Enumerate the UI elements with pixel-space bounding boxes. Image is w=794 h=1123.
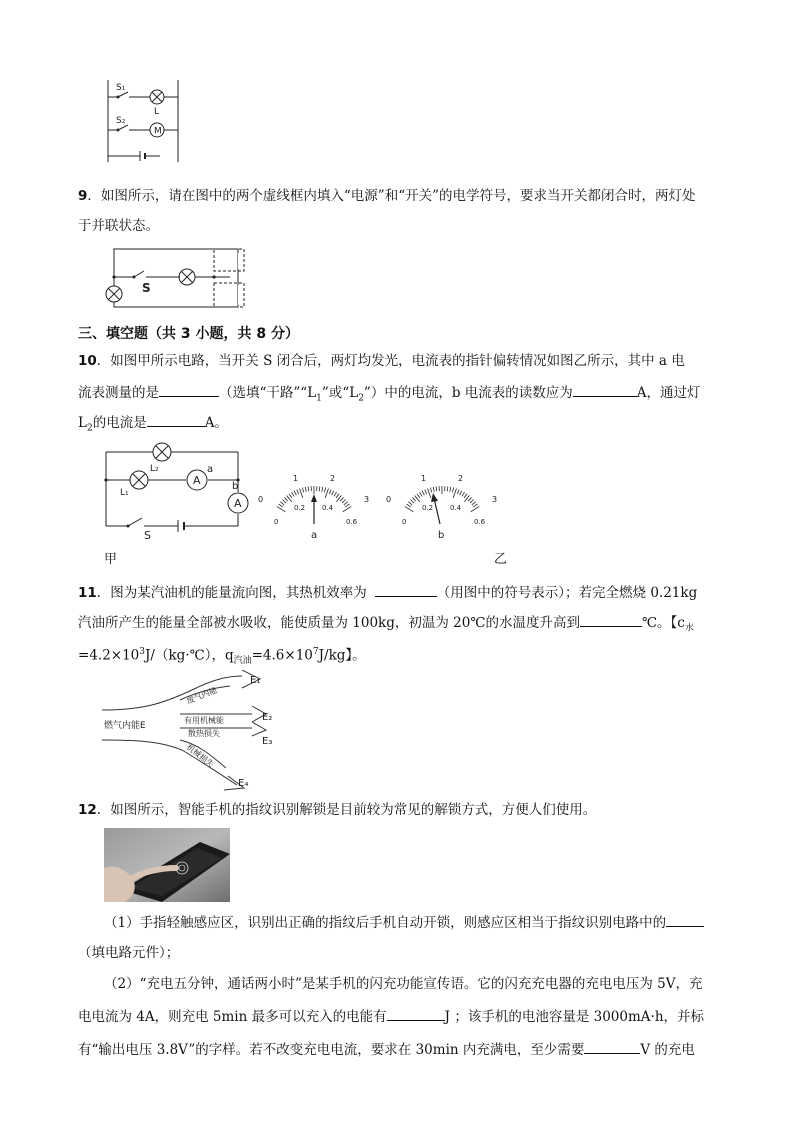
- q12-p2-text-c: J ；该手机的电池容量是 3000mA·h，并标: [444, 1009, 705, 1025]
- dial-tick-mark: [289, 494, 292, 498]
- q11-blank-2[interactable]: [580, 612, 642, 627]
- dial-tick-mark: [464, 494, 467, 498]
- q10-text-2g: A，通过灯: [636, 385, 701, 401]
- q11-number: 11: [78, 585, 97, 601]
- dial-tick-mark: [308, 486, 309, 491]
- q12-p2-text-d: 有“输出电压 3.8V”的字样。若不改变充电电流，要求在 30min 内充满电，至少需要: [78, 1042, 585, 1058]
- q10-switch-label: S: [144, 529, 151, 542]
- dial-tick-mark: [430, 488, 431, 493]
- q10-ammeter-dial-b: [384, 468, 500, 544]
- q12-blank-3[interactable]: [584, 1039, 640, 1054]
- q11-text-3a: =4.2×10: [78, 647, 140, 664]
- q12-part1-line-2: [78, 943, 179, 963]
- q11-text-2b: ℃。【c: [641, 615, 685, 631]
- q11-mech-label: 机械损失: [184, 742, 216, 770]
- dial-tick-mark: [457, 490, 459, 495]
- q10-text-3d: A。: [204, 415, 228, 431]
- dial-tick-mark: [284, 497, 287, 501]
- q11-text-1b: （用图中的符号表示）；若完全燃烧 0.21kg: [436, 585, 698, 601]
- dial-tick-mark: [282, 499, 286, 502]
- q12-part1-line-1: [104, 912, 704, 933]
- q12-fingerprint-phone-photo: [104, 828, 230, 902]
- dial-tick-mark: [280, 502, 284, 505]
- q10-pointer-b: [434, 498, 440, 524]
- q12-p2-text-a: （2）“充电五分钟，通话两小时”是某手机的闪充功能宣传语。它的闪充充电器的充电电压为 5V，充: [104, 976, 703, 992]
- dial-tick-mark: [433, 487, 434, 492]
- dial-b-tick-0: 0: [386, 495, 392, 504]
- q10-line-3: [78, 412, 228, 439]
- q11-energy-flow-diagram: [102, 670, 292, 794]
- dial-tick-mark: [425, 490, 427, 495]
- dial-tick-mark: [302, 488, 303, 493]
- dial-b-tick-b06: 0.6: [474, 518, 486, 526]
- dial-a-tick-02: 0.2: [294, 504, 306, 512]
- dial-b-label: b: [438, 530, 445, 541]
- dial-tick-mark: [297, 490, 299, 495]
- q11-e4-label: E₄: [238, 778, 249, 789]
- dial-tick-mark: [428, 488, 431, 497]
- dial-a-tick-b0: 0: [274, 518, 279, 526]
- dial-tick-mark: [332, 491, 334, 495]
- q11-e2-label: E₂: [262, 712, 273, 723]
- q10-line-2: [78, 382, 701, 409]
- dial-b-tick-04: 0.4: [450, 504, 462, 512]
- q10-text-2b: （选填“干路”“L: [219, 385, 317, 401]
- q10-circuit-jia: [98, 442, 250, 542]
- dial-tick-mark: [329, 490, 331, 495]
- dial-a-tick-1: 1: [293, 474, 299, 483]
- q9-text-1: ．如图所示，请在图中的两个虚线框内填入“电源”和“开关”的电学符号，要求当开关都闭合时，两灯处: [87, 188, 696, 204]
- q12-p1-text-b: （填电路元件）；: [78, 945, 180, 961]
- dial-tick-mark: [436, 486, 437, 491]
- dial-a-tick-2: 2: [330, 474, 336, 483]
- q10-figure-yi-caption: 乙: [494, 552, 508, 567]
- dial-a-label: a: [311, 530, 318, 541]
- dial-tick-mark: [473, 504, 477, 507]
- dial-tick-mark: [334, 492, 337, 496]
- dial-tick-mark: [305, 487, 306, 492]
- q11-blank-1[interactable]: [375, 582, 437, 597]
- q12-line-1: [78, 800, 596, 820]
- q10-number: 10: [78, 353, 97, 369]
- dial-a-tick-04: 0.4: [322, 504, 334, 512]
- dial-b-tick-1: 1: [421, 474, 427, 483]
- q11-line-2: [78, 612, 694, 639]
- q10-text-2f: ”）中的电流，b 电流表的读数应为: [363, 385, 573, 401]
- dial-tick-mark: [405, 506, 413, 511]
- q9-text-2: 于并联状态。: [78, 218, 159, 234]
- q11-useful-label: 有用机械能: [184, 716, 224, 725]
- dial-tick-mark: [319, 486, 320, 491]
- q10-b-label: b: [232, 481, 239, 492]
- dial-tick-mark: [277, 506, 285, 511]
- dial-a-tick-b06: 0.6: [346, 518, 358, 526]
- dial-a-tick-0: 0: [258, 495, 264, 504]
- q11-e3-label: E₃: [262, 736, 273, 747]
- dial-tick-mark: [336, 494, 339, 498]
- q11-e1-label: E₁: [250, 675, 261, 686]
- section-3-title: 三、填空题（共 3 小题，共 8 分）: [78, 326, 299, 342]
- q9-circuit-diagram: [100, 243, 250, 315]
- q10-sub-3: 2: [86, 423, 93, 434]
- q10-sub-2: 2: [358, 393, 364, 404]
- q11-line-3: [78, 642, 366, 671]
- q10-ammeter-dial-a: [256, 468, 372, 544]
- q11-text-3g: J/kg】。: [318, 647, 366, 664]
- dial-tick-mark: [422, 491, 424, 495]
- dial-tick-mark: [472, 502, 476, 505]
- q10-text-2a: 流表测量的是: [78, 385, 159, 401]
- dial-b-tick-3: 3: [492, 495, 498, 504]
- q9-line-1: [78, 186, 696, 206]
- q12-blank-2[interactable]: [387, 1006, 445, 1021]
- q9-switch-label: S: [142, 281, 151, 295]
- dial-a-tick-3: 3: [364, 495, 370, 504]
- top-circuit-diagram: [100, 80, 190, 166]
- q12-number: 12: [78, 802, 97, 818]
- q10-blank-1[interactable]: [159, 382, 219, 397]
- dial-tick-mark: [470, 499, 474, 502]
- q12-part2-line-2: [78, 1006, 704, 1027]
- q9-number: 9: [78, 188, 88, 204]
- dial-tick-mark: [462, 492, 465, 496]
- q12-p2-text-b: 电电流为 4A，则充电 5min 最多可以充入的电能有: [78, 1009, 387, 1025]
- dial-tick-mark: [453, 488, 456, 497]
- dial-tick-mark: [417, 494, 420, 498]
- dial-tick-mark: [468, 497, 471, 501]
- q10-line-1: [78, 351, 685, 371]
- dial-b-tick-02: 0.2: [422, 504, 434, 512]
- svg-text:M: M: [154, 126, 162, 137]
- switch-s1-label: S₁: [116, 83, 126, 93]
- lamp-l-label: L: [154, 107, 160, 117]
- q12-part2-line-3: [78, 1039, 695, 1060]
- dial-tick-mark: [342, 499, 346, 502]
- q10-figure-jia-caption: 甲: [104, 552, 118, 567]
- q11-text-3e: =4.6×10: [251, 647, 313, 664]
- q11-sup-3: 3: [139, 647, 146, 657]
- q10-text-2d: ”或“L: [321, 385, 359, 401]
- dial-tick-mark: [420, 492, 423, 496]
- switch-s2-label: S₂: [116, 116, 126, 126]
- q11-text-1a: ．图为某汽油机的能量流向图，其热机效率为: [96, 585, 367, 601]
- q11-sub-gasoline: 汽油: [233, 656, 252, 667]
- q10-a-label: a: [207, 464, 214, 475]
- q10-ammeter-a-symbol: A: [193, 474, 201, 487]
- dial-tick-mark: [452, 488, 453, 493]
- dial-tick-mark: [300, 488, 303, 497]
- dial-tick-mark: [344, 502, 348, 505]
- dial-tick-mark: [410, 499, 414, 502]
- dial-tick-mark: [460, 491, 462, 495]
- dial-tick-mark: [412, 497, 415, 501]
- q11-text-3c: J/（kg·℃），q: [145, 647, 234, 664]
- q10-blank-2[interactable]: [573, 382, 637, 397]
- q12-p1-text-a: （1）手指轻触感应区，识别出正确的指纹后手机自动开锁，则感应区相当于指纹识别电路中的: [104, 915, 667, 931]
- dial-tick-mark: [340, 497, 343, 501]
- dial-tick-mark: [343, 506, 351, 511]
- q10-text-1: ．如图甲所示电路，当开关 S 闭合后，两灯均发光，电流表的指针偏转情况如图乙所示，其中 a 电: [96, 353, 685, 369]
- dial-tick-mark: [325, 488, 328, 497]
- q11-source-label: 燃气内能E: [104, 721, 146, 731]
- q12-blank-1[interactable]: [666, 912, 704, 927]
- q10-l1-label: L₁: [120, 488, 129, 498]
- dial-tick-mark: [292, 492, 295, 496]
- q11-text-2a: 汽油所产生的能量全部被水吸收，能使质量为 100kg，初温为 20℃的水温度升高到: [78, 615, 580, 631]
- q11-waste-gas-label: 废气内能: [185, 685, 219, 706]
- dial-tick-mark: [407, 504, 411, 507]
- q10-l2-label: L₂: [150, 464, 159, 474]
- dial-tick-mark: [294, 491, 296, 495]
- q11-heat-label: 散热损失: [188, 729, 220, 738]
- q10-ammeter-b-symbol: A: [234, 497, 242, 510]
- q9-line-2: [78, 216, 159, 236]
- q10-text-3a: L: [78, 415, 87, 431]
- dial-tick-mark: [322, 487, 323, 492]
- q10-blank-3[interactable]: [147, 412, 205, 427]
- dial-tick-mark: [279, 504, 283, 507]
- q12-part2-line-1: [104, 974, 703, 994]
- q11-line-1: [78, 582, 697, 603]
- dial-tick-mark: [345, 504, 349, 507]
- q10-sub-1: 1: [316, 393, 322, 404]
- dial-tick-mark: [450, 487, 451, 492]
- dial-b-tick-2: 2: [458, 474, 464, 483]
- q11-sub-water: 水: [684, 623, 694, 634]
- dial-tick-mark: [471, 506, 479, 511]
- dial-tick-mark: [447, 486, 448, 491]
- dial-b-tick-b0: 0: [402, 518, 407, 526]
- q12-text-1: ．如图所示，智能手机的指纹识别解锁是目前较为常见的解锁方式，方便人们使用。: [96, 802, 597, 818]
- q11-sup-7: 7: [312, 647, 319, 657]
- dial-tick-mark: [324, 488, 325, 493]
- q12-p2-text-e: V 的充电: [640, 1042, 695, 1058]
- dial-tick-mark: [408, 502, 412, 505]
- q10-text-3c: 的电流是: [92, 415, 147, 431]
